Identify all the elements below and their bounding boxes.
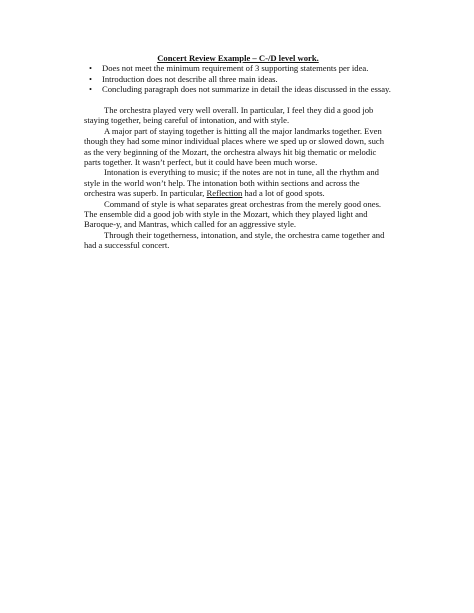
feedback-item [84,74,392,84]
document-title: Concert Review Example – C-/D level work. [157,53,319,63]
essay-paragraph-intro: The orchestra played very well overall. In particular, I feel they did a good job staying together, being careful of intonation, and with style. [84,105,374,126]
feedback-text: Concluding paragraph does not summarize in detail the ideas discussed in the essay. [102,84,391,95]
feedback-item [84,63,392,73]
bullet-icon: • [89,73,93,84]
feedback-text: Introduction does not describe all three main ideas. [102,73,278,84]
piece-title: Reflection [206,188,243,199]
essay-body [84,105,392,251]
bullet-icon: • [89,63,93,74]
paragraph-text: Intonation is everything to music; if the notes are not in tune, all the rhythm and style in the world won’t help. The intonation both within sections and across the orchestra was superb. In particular, [84,167,379,199]
feedback-item [84,84,392,94]
paragraph-text-end: had a lot of good spots. [242,188,325,199]
bullet-icon: • [89,84,93,95]
essay-paragraph-style: Command of style is what separates great orchestras from the merely good ones. The ensemble did a good job with style in the Mozart, which they played light and Baroque-y, and Mantras, which called for an aggressive style. [84,198,382,230]
essay-paragraph-intonation [84,167,392,198]
essay-paragraph-conclusion: Through their togetherness, intonation, and style, the orchestra came together and had a successful concert. [84,229,385,251]
feedback-text: Does not meet the minimum requirement of 3 supporting statements per idea. [102,63,369,74]
feedback-list [84,63,392,94]
document-page [84,53,392,251]
essay-paragraph-togetherness: A major part of staying together is hitting all the major landmarks together. Even though they had some minor individual places where we sped up or slowed down, such as the very beginning of the Mozart, the orchestra always hit big thematic or melodic parts together. It wasn’t perfect, but it could have been much worse. [84,125,385,168]
